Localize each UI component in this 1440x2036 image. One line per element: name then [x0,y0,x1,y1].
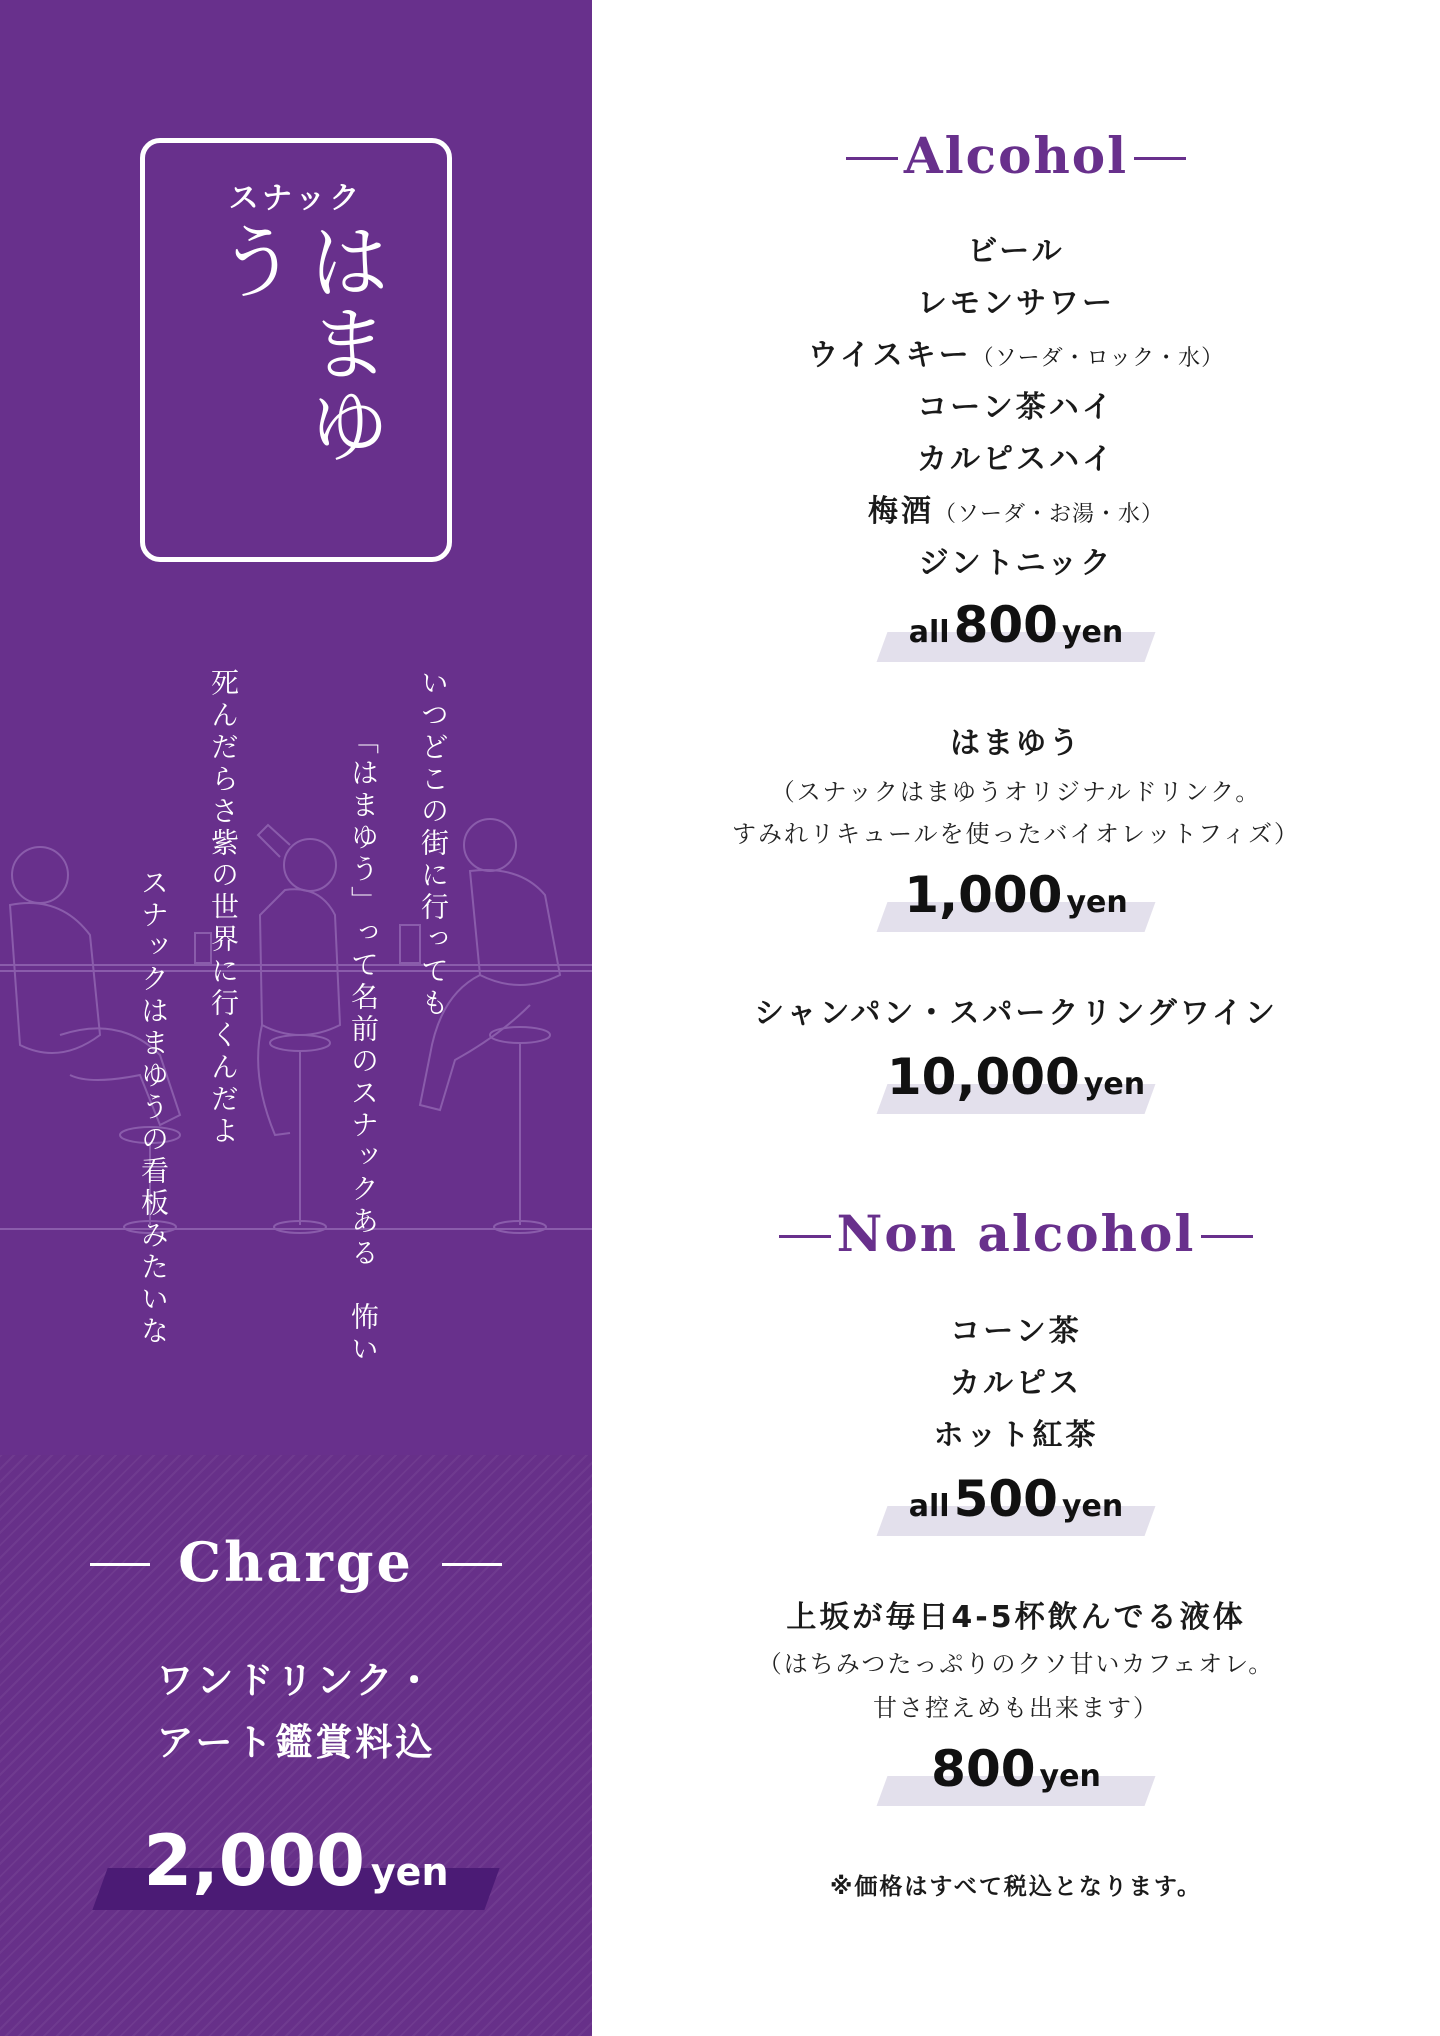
tagline-line-4: スナックはまゆうの看板みたいな [137,868,170,1348]
hamayu-price: 1,000 yen [882,866,1150,936]
cafe-au-lait-price: 800 yen [882,1740,1150,1810]
cafe-au-lait-description-1: （はちみつたっぷりのクソ甘いカフェオレ。 [757,1650,1275,1678]
menu-item-hamayu: はまゆう [950,726,1082,761]
stool-3 [490,1027,550,1233]
sparkling-price: 10,000 yen [882,1048,1150,1118]
menu-item-beer: ビール [967,234,1065,269]
menu-item-whisky: ウイスキー（ソーダ・ロック・水） [807,338,1225,373]
menu-item-corn-tea-highball: コーン茶ハイ [917,390,1115,425]
charge-price-unit: yen [370,1850,449,1894]
charge-title: Charge [0,1530,592,1594]
title-dash-left [779,1235,831,1238]
menu-item-lemon-sour: レモンサワー [917,286,1115,321]
tagline-line-3: 死んだらさ紫の世界に行くんだよ [207,668,240,1148]
alcohol-section-title: Alcohol [592,126,1440,185]
menu-item-gin-tonic: ジントニック [918,546,1114,581]
title-dash-right [442,1563,502,1566]
shop-sign-name: はまゆう [203,219,390,465]
drink-menu [592,0,1440,2036]
menu-item-corn-tea: コーン茶 [950,1314,1082,1349]
menu-item-calpis: カルピス [950,1366,1082,1401]
charge-description: ワンドリンク・ アート鑑賞料込 [156,1659,436,1764]
bar-counter-illustration [0,805,592,1245]
hamayu-description-1: （スナックはまゆうオリジナルドリンク。 [770,778,1262,806]
menu-item-umeshu: 梅酒（ソーダ・お湯・水） [867,494,1164,529]
title-dash-left [846,157,898,160]
shop-sign [140,138,452,562]
menu-item-sparkling-wine: シャンパン・スパークリングワイン [754,996,1278,1031]
charge-price-value: 2,000 [143,1820,365,1902]
alcohol-price: all800 yen [882,596,1150,666]
hamayu-description-2: すみれリキュールを使ったバイオレットフィズ） [732,820,1300,848]
left-panel [0,0,592,2036]
cafe-au-lait-description-2: 甘さ控えめも出来ます） [873,1694,1159,1722]
charge-price [100,1820,492,1910]
menu-item-cafe-au-lait: 上坂が毎日4-5杯飲んでる液体 [786,1600,1246,1635]
non-alcohol-section-title: Non alcohol [592,1204,1440,1263]
title-dash-right [1201,1235,1253,1238]
title-dash-right [1134,157,1186,160]
title-dash-left [90,1563,150,1566]
tax-note: ※価格はすべて税込となります。 [829,1874,1203,1900]
menu-item-calpis-highball: カルピスハイ [917,442,1115,477]
menu-item-hot-tea: ホット紅茶 [933,1418,1099,1453]
tagline-line-2: 「はまゆう」って名前のスナックある 怖い [347,726,380,1366]
shop-sign-subtitle: スナック [228,181,364,216]
non-alcohol-price: all500 yen [882,1470,1150,1540]
tagline-line-1: いつどこの街に行っても [417,668,450,1020]
